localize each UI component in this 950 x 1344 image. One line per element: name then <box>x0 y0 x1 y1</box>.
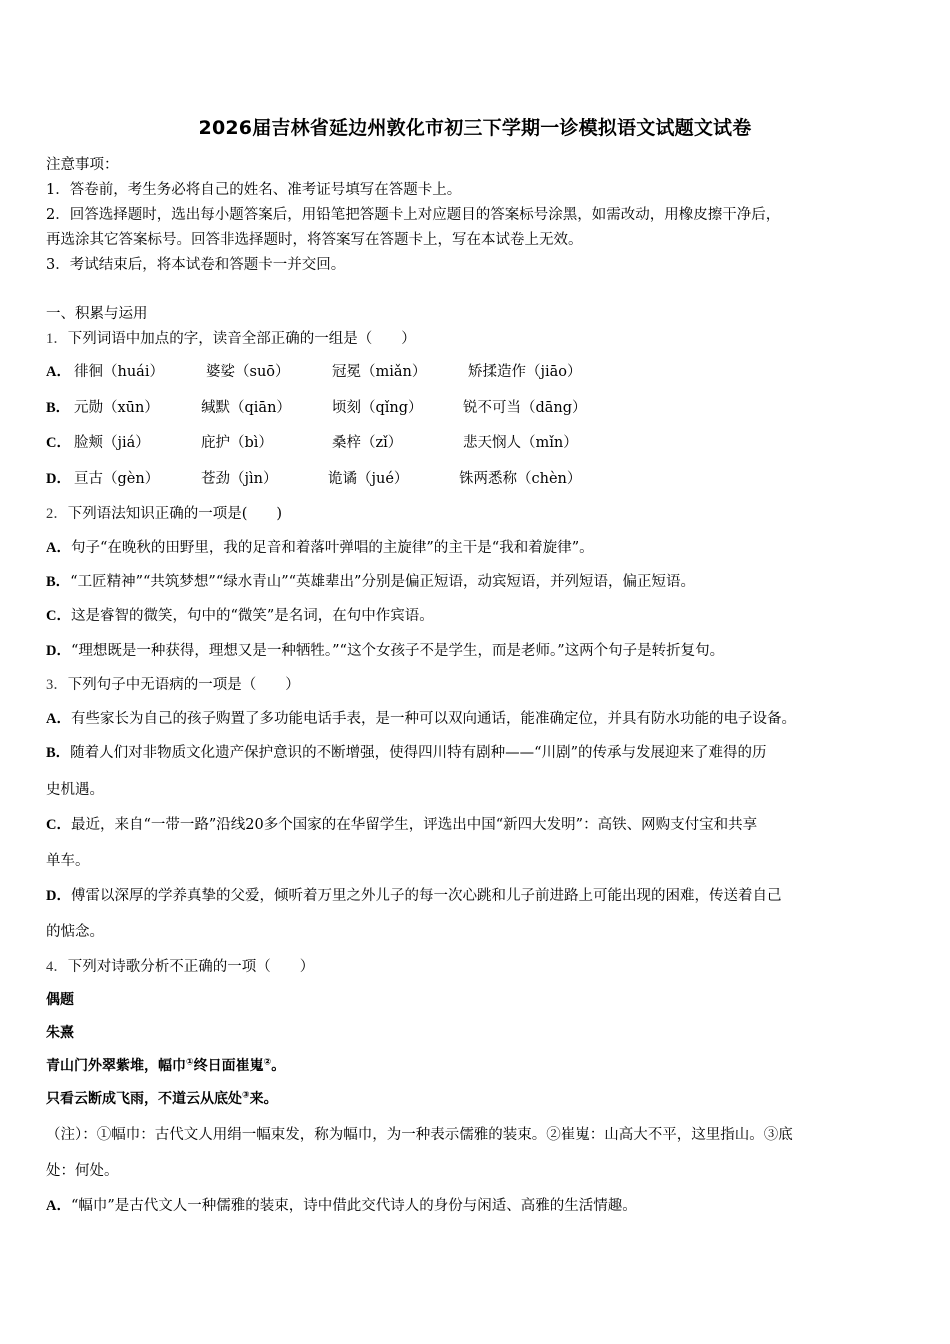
q2-option-c <box>46 604 434 625</box>
question-stem: 下列句子中无语病的一项是（ ） <box>67 677 300 693</box>
option-label: D． <box>46 888 71 904</box>
question-number: 2． <box>46 506 68 522</box>
option-text: 有些家长为自己的孩子购置了多功能电话手表，是一种可以双向通话，能准确定位，并具有防水功能的电子设备。 <box>70 711 796 727</box>
question-2-stem <box>46 502 282 523</box>
option-label: C． <box>46 435 71 451</box>
option-label: D． <box>46 471 71 487</box>
option-text: “理想既是一种获得，理想又是一种牺牲。”“这个女孩子不是学生，而是老师。”这两个句子是转折复句。 <box>70 643 725 659</box>
q2-option-d <box>46 639 724 660</box>
question-number: 3． <box>46 677 68 693</box>
question-4-stem <box>46 955 314 976</box>
option-label: C． <box>46 608 71 624</box>
q3-option-b <box>46 741 767 762</box>
footnote-marker: ① <box>186 1057 194 1068</box>
q3-option-d-cont: 的惦念。 <box>46 924 104 940</box>
question-stem: 下列对诗歌分析不正确的一项（ ） <box>67 959 315 975</box>
option-label: A． <box>46 1198 71 1214</box>
option-item: 悲天悯人（mǐn） <box>463 435 578 451</box>
option-text: 傅雷以深厚的学养真挚的父爱，倾听着万里之外儿子的每一次心跳和儿子前进路上可能出现的困难，传送着自己 <box>70 888 782 904</box>
poem-text: 终日面崔嵬 <box>193 1058 264 1074</box>
option-label: C． <box>46 817 71 833</box>
footnote-marker: ③ <box>242 1090 250 1101</box>
q3-option-c-cont: 单车。 <box>46 853 90 869</box>
option-text: “工匠精神”“共筑梦想”“绿水青山”“英雄辈出”分别是偏正短语，动宾短语，并列短语，偏正短语。 <box>70 574 695 590</box>
q3-option-b-cont: 史机遇。 <box>46 782 104 798</box>
option-item: 矫揉造作（jiāo） <box>468 364 582 380</box>
footnote-marker: ② <box>263 1057 272 1068</box>
q3-option-a <box>46 707 796 728</box>
q3-option-c <box>46 813 757 834</box>
question-stem: 下列语法知识正确的一项是( ) <box>67 506 283 522</box>
notice-item: 再选涂其它答案标号。回答非选择题时，将答案写在答题卡上，写在本试卷上无效。 <box>46 232 583 248</box>
option-item: 苍劲（jìn） <box>201 471 278 487</box>
page-title: 2026届吉林省延边州敦化市初三下学期一诊模拟语文试题文试卷 <box>198 117 752 139</box>
notice-item: 2．回答选择题时，选出每小题答案后，用铅笔把答题卡上对应题目的答案标号涂黑，如需改动，用橡皮擦干净后， <box>46 207 781 223</box>
question-stem: 下列词语中加点的字，读音全部正确的一组是（ ） <box>67 331 416 347</box>
question-number: 4． <box>46 959 68 975</box>
notice-heading: 注意事项： <box>46 157 119 173</box>
option-label: D． <box>46 643 71 659</box>
option-item: 元勋（xūn） <box>74 400 159 416</box>
option-item: 徘徊（huái） <box>74 364 164 380</box>
option-item: 诡谲（jué） <box>328 471 409 487</box>
poem-text: 。 <box>271 1058 286 1074</box>
poem-line-2 <box>46 1088 278 1108</box>
notice-item: 3．考试结束后，将本试卷和答题卡一并交回。 <box>46 257 346 273</box>
option-text: 句子“在晚秋的田野里，我的足音和着落叶弹唱的主旋律”的主干是“我和着旋律”。 <box>70 540 594 556</box>
option-label: A． <box>46 540 71 556</box>
q2-option-b <box>46 570 695 591</box>
q4-option-a <box>46 1194 637 1215</box>
notice-item: 1．答卷前，考生务必将自己的姓名、准考证号填写在答题卡上。 <box>46 182 462 198</box>
q2-option-a <box>46 536 594 557</box>
option-text: 这是睿智的微笑，句中的“微笑”是名词，在句中作宾语。 <box>70 608 434 624</box>
option-item: 婆娑（suō） <box>206 364 290 380</box>
question-1-stem <box>46 327 416 348</box>
option-label: B． <box>46 400 71 416</box>
option-item: 缄默（qiān） <box>201 400 291 416</box>
poem-note-cont: 处：何处。 <box>46 1163 119 1179</box>
option-item: 亘古（gèn） <box>74 471 160 487</box>
option-item: 锐不可当（dāng） <box>463 400 587 416</box>
option-text: 随着人们对非物质文化遗产保护意识的不断增强，使得四川特有剧种——“川剧”的传承与发展迎来了难得的历 <box>70 745 767 761</box>
poem-title: 偶题 <box>46 992 74 1008</box>
poem-text: 来。 <box>249 1091 278 1107</box>
option-text: 最近，来自“一带一路”沿线20多个国家的在华留学生，评选出中国“新四大发明”：高铁、网购支付宝和共享 <box>70 817 758 833</box>
poem-author: 朱熹 <box>46 1025 74 1041</box>
poem-text: 青山门外翠紫堆，幅巾 <box>46 1058 186 1074</box>
question-number: 1． <box>46 331 68 347</box>
option-label: B． <box>46 574 71 590</box>
option-item: 脸颊（jiá） <box>74 435 150 451</box>
option-label: A． <box>46 364 71 380</box>
option-item: 庇护（bì） <box>201 435 273 451</box>
question-3-stem <box>46 673 300 694</box>
option-item: 冠冕（miǎn） <box>332 364 427 380</box>
option-item: 顷刻（qǐng） <box>332 400 423 416</box>
option-text: “幅巾”是古代文人一种儒雅的装束，诗中借此交代诗人的身份与闲适、高雅的生活情趣。 <box>70 1198 637 1214</box>
option-item: 铢两悉称（chèn） <box>459 471 582 487</box>
option-label: B． <box>46 745 71 761</box>
option-item: 桑梓（zǐ） <box>332 435 403 451</box>
poem-note: （注）：①幅巾：古代文人用绢一幅束发，称为幅巾，为一种表示儒雅的装束。②崔嵬：山高大不平，这里指山。③底 <box>46 1127 793 1143</box>
section-heading: 一、积累与运用 <box>46 306 148 322</box>
poem-line-1 <box>46 1055 285 1075</box>
poem-text: 只看云断成飞雨，不道云从底处 <box>46 1091 242 1107</box>
q3-option-d <box>46 884 781 905</box>
option-label: A． <box>46 711 71 727</box>
